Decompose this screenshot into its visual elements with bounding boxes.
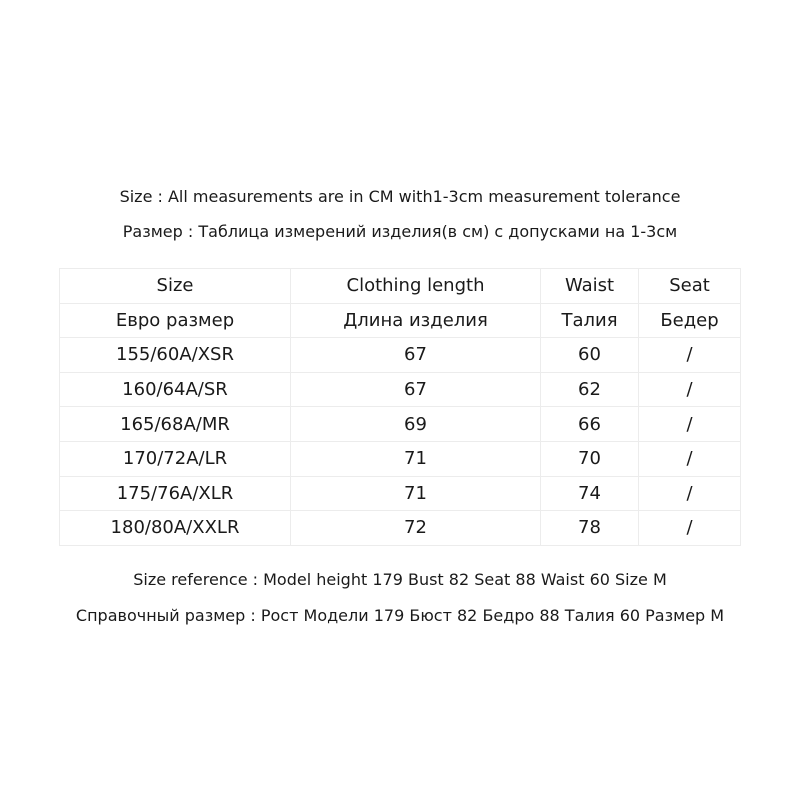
cell-seat: /: [639, 476, 741, 511]
model-reference-en: Size reference : Model height 179 Bust 82 Seat 88 Waist 60 Size M: [133, 570, 667, 589]
cell-seat: /: [639, 441, 741, 476]
cell-size: 180/80A/XXLR: [60, 511, 291, 546]
header-clothing-length-ru: Длина изделия: [291, 303, 541, 338]
header-row-ru: [60, 303, 741, 338]
header-seat-ru: Бедер: [639, 303, 741, 338]
cell-seat: /: [639, 407, 741, 442]
cell-seat: /: [639, 372, 741, 407]
cell-clothing-length: 71: [291, 441, 541, 476]
cell-seat: /: [639, 338, 741, 373]
cell-size: 155/60A/XSR: [60, 338, 291, 373]
cell-waist: 74: [541, 476, 639, 511]
table-row: [60, 476, 741, 511]
cell-waist: 62: [541, 372, 639, 407]
header-seat: Seat: [639, 269, 741, 304]
header-waist: Waist: [541, 269, 639, 304]
cell-waist: 70: [541, 441, 639, 476]
header-size-ru: Евро размер: [60, 303, 291, 338]
measurement-note-en: Size : All measurements are in CM with1-3cm measurement tolerance: [119, 187, 681, 206]
cell-size: 170/72A/LR: [60, 441, 291, 476]
table-row: [60, 407, 741, 442]
cell-waist: 78: [541, 511, 639, 546]
header-size: Size: [60, 269, 291, 304]
cell-clothing-length: 67: [291, 372, 541, 407]
cell-size: 160/64A/SR: [60, 372, 291, 407]
cell-waist: 60: [541, 338, 639, 373]
cell-waist: 66: [541, 407, 639, 442]
table-row: [60, 372, 741, 407]
measurement-note-ru: Размер : Таблица измерений изделия(в см) с допусками на 1-3см: [122, 222, 678, 241]
header-clothing-length: Clothing length: [291, 269, 541, 304]
cell-clothing-length: 72: [291, 511, 541, 546]
table-row: [60, 511, 741, 546]
table-row: [60, 338, 741, 373]
cell-size: 175/76A/XLR: [60, 476, 291, 511]
cell-clothing-length: 71: [291, 476, 541, 511]
header-row-en: [60, 269, 741, 304]
cell-size: 165/68A/MR: [60, 407, 291, 442]
cell-clothing-length: 69: [291, 407, 541, 442]
model-reference-ru: Справочный размер : Рост Модели 179 Бюст 82 Бедро 88 Талия 60 Размер M: [75, 606, 725, 625]
size-chart-table: [59, 268, 741, 546]
cell-seat: /: [639, 511, 741, 546]
cell-clothing-length: 67: [291, 338, 541, 373]
table-row: [60, 441, 741, 476]
header-waist-ru: Талия: [541, 303, 639, 338]
